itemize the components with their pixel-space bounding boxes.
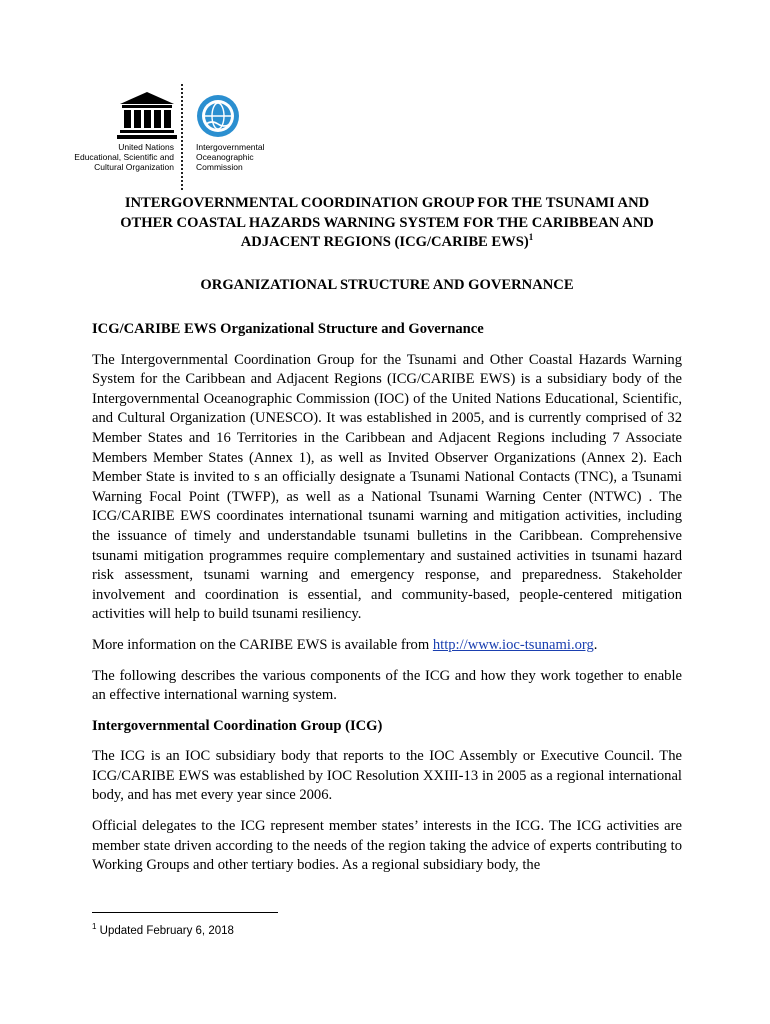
document-title: INTERGOVERNMENTAL COORDINATION GROUP FOR THE TSUNAMI AND OTHER COASTAL HAZARDS WARNING SYSTEM FOR THE CARIBBEAN AND ADJACENT REGIONS (ICG/CARIBE EWS)$^1$ [120,195,654,250]
section-heading: Intergovernmental Coordination Group (ICG) [92,717,383,734]
paragraph: The ICG is an IOC subsidiary body that reports to the IOC Assembly or Executive Council. The ICG/CARIBE EWS was established by IOC Resolution XXIII-13 in 2005 as a regional international body, and has met every year since 2006. [92,748,682,804]
unesco-logo-icon [116,90,178,140]
footnote-divider [92,912,278,913]
logo-block [74,84,278,190]
document-subtitle: ORGANIZATIONAL STRUCTURE AND GOVERNANCE [200,277,574,293]
ioc-caption: Intergovernmental Oceanographic Commission [196,142,265,172]
document-body [92,320,682,887]
title-footnote-mark: 1 [528,232,534,243]
section-heading: ICG/CARIBE EWS Organizational Structure and Governance [92,321,484,337]
unesco-caption: United Nations Educational, Scientific and Cultural Organization [74,142,174,172]
footnote: $^1$ Updated February 6, 2018 [92,922,234,937]
paragraph: The Intergovernmental Coordination Group for the Tsunami and Other Coastal Hazards Warning System for the Caribbean and Adjacent Regions (ICG/CARIBE EWS) is a subsidiary body of the Intergovernmental Oceanographic Commission (IOC) of the United Nations Educational, Scientific, and Cultural Organization (UNESCO). It was established in 2005, and is currently comprised of 32 Member States and 16 Territories in the Caribbean and Adjacent Regions including 7 Associate Members Member States (Annex 1), as well as Invited Observer Organizations (Annex 2). Each Member State is invited to s an officially designate a Tsunami National Contacts (TNC), a Tsunami Warning Focal Point (TWFP), as well as a National Tsunami Warning Center (NTWC) . The ICG/CARIBE EWS coordinates international tsunami warning and mitigation activities, including the issuance of timely and understandable tsunami bulletins in the Caribbean. Comprehensive tsunami mitigation programmes require complementary and sustained activities in tsunami hazard risk assessment, tsunami warning and emergency response, and preparedness. Stakeholder involvement and coordination is essential, and community-based, people-centered mitigation activities will help to build tsunami resiliency. [92,351,682,623]
paragraph: Official delegates to the ICG represent member states’ interests in the ICG. The ICG activities are member state driven according to the needs of the region taking the advice of experts contributing to Working Groups and other tertiary bodies. As a regional subsidiary body, the [92,818,682,874]
logo-divider [181,84,185,190]
ioc-tsunami-link[interactable]: http://www.ioc-tsunami.org [432,636,594,653]
ioc-emblem-icon [196,94,240,138]
paragraph-more-info: More information on the CARIBE EWS is available from http://www.ioc-tsunami.org. [92,636,598,653]
paragraph: The following describes the various components of the ICG and how they work together to enable an effective international warning system. [92,667,682,704]
